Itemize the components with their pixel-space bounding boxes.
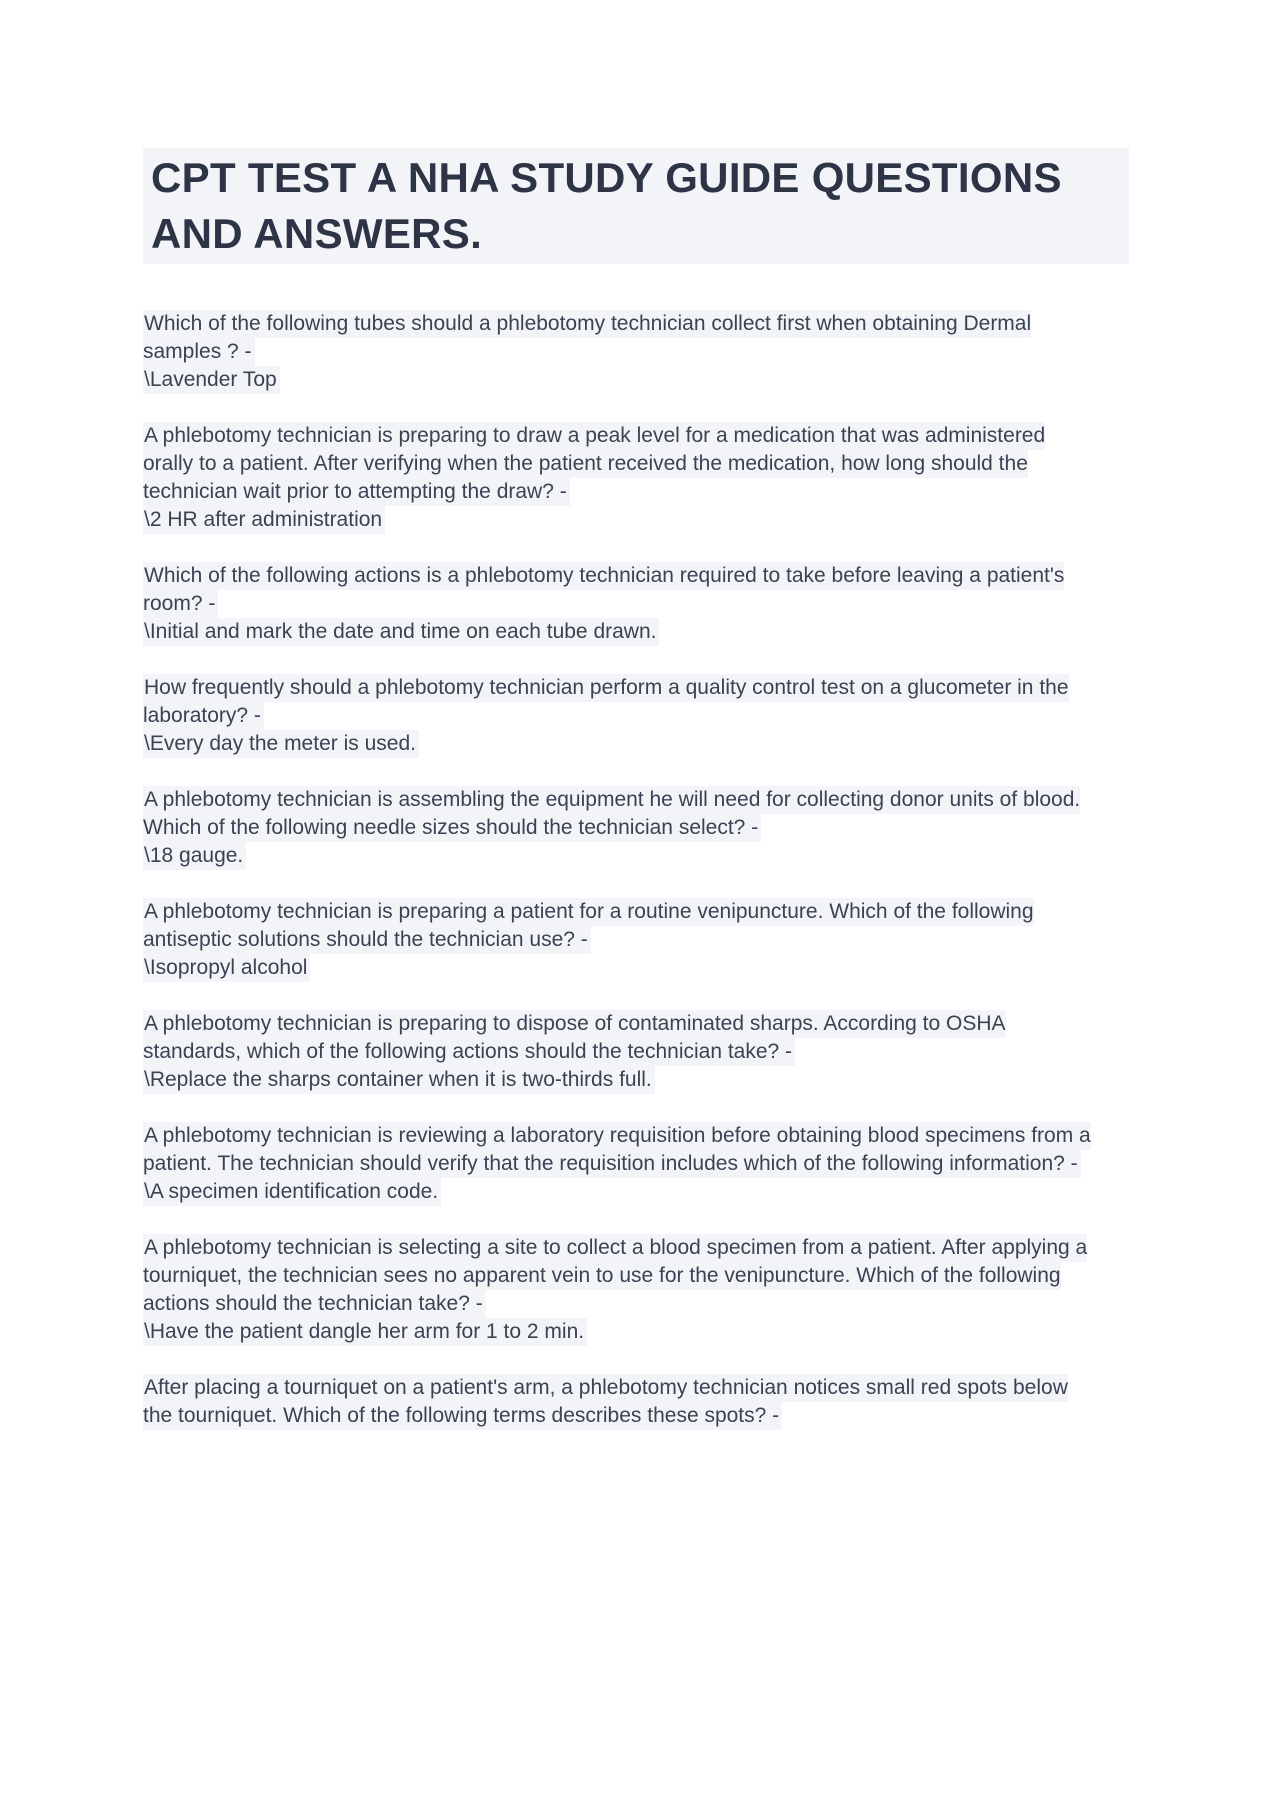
title-highlight-block: [143, 148, 1129, 264]
answer-text: \Every day the meter is used.: [143, 730, 419, 758]
qa-item: [143, 786, 1101, 870]
qa-item: [143, 1122, 1101, 1206]
question-text: Which of the following actions is a phlebotomy technician required to take before leaving a patient's room? -: [143, 562, 1064, 618]
question-text: After placing a tourniquet on a patient's arm, a phlebotomy technician notices small red spots below the tourniquet. Which of the following terms describes these spots? -: [143, 1374, 1068, 1430]
qa-item: [143, 1010, 1101, 1094]
question-text: A phlebotomy technician is preparing a patient for a routine venipuncture. Which of the following antiseptic solutions should the technician use? -: [143, 898, 1034, 954]
question-text: Which of the following tubes should a phlebotomy technician collect first when obtaining Dermal samples ? -: [143, 310, 1031, 366]
answer-text: \18 gauge.: [143, 842, 246, 870]
qa-item: [143, 310, 1101, 394]
answer-text: \Initial and mark the date and time on each tube drawn.: [143, 618, 659, 646]
question-text: A phlebotomy technician is preparing to dispose of contaminated sharps. According to OSHA standards, which of the following actions should the technician take? -: [143, 1010, 1006, 1066]
qa-item: [143, 674, 1101, 758]
answer-text: \Isopropyl alcohol: [143, 954, 310, 982]
question-text: A phlebotomy technician is assembling the equipment he will need for collecting donor units of blood. Which of the following needle sizes should the technician select? -: [143, 786, 1080, 842]
answer-text: \Lavender Top: [143, 366, 280, 394]
question-text: A phlebotomy technician is selecting a site to collect a blood specimen from a patient. After applying a tourniquet, the technician sees no apparent vein to use for the venipuncture. Which of the following actions should the technician take? -: [143, 1234, 1087, 1318]
answer-text: \A specimen identification code.: [143, 1178, 441, 1206]
answer-text: \Replace the sharps container when it is two-thirds full.: [143, 1066, 655, 1094]
answer-text: \2 HR after administration: [143, 506, 385, 534]
qa-list: [143, 310, 1101, 1430]
qa-item: [143, 422, 1101, 534]
question-text: How frequently should a phlebotomy technician perform a quality control test on a glucometer in the laboratory? -: [143, 674, 1069, 730]
qa-item: [143, 1234, 1101, 1346]
question-text: A phlebotomy technician is preparing to draw a peak level for a medication that was administered orally to a patient. After verifying when the patient received the medication, how long should the technician wait prior to attempting the draw? -: [143, 422, 1045, 506]
qa-item: [143, 898, 1101, 982]
question-text: A phlebotomy technician is reviewing a laboratory requisition before obtaining blood specimens from a patient. The technician should verify that the requisition includes which of the following information? -: [143, 1122, 1091, 1178]
answer-text: \Have the patient dangle her arm for 1 to 2 min.: [143, 1318, 587, 1346]
page-title: CPT TEST A NHA STUDY GUIDE QUESTIONS AND ANSWERS.: [151, 154, 1062, 257]
document-page: [0, 148, 1280, 1804]
qa-item: [143, 562, 1101, 646]
qa-item: [143, 1374, 1101, 1430]
